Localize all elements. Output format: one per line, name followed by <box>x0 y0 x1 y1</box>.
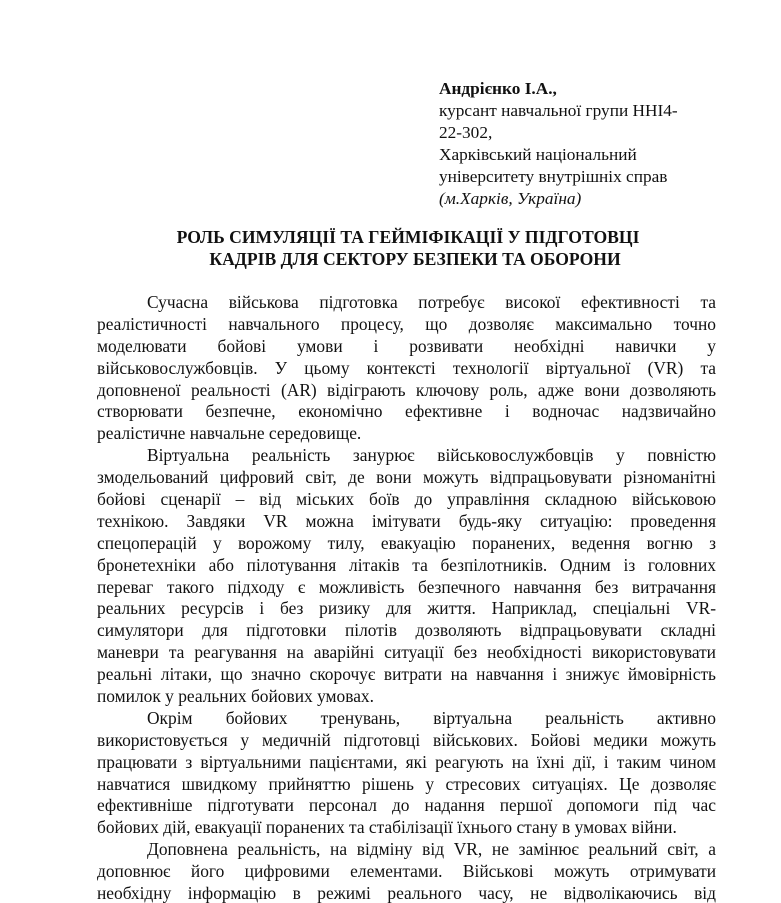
text-line: військовослужбовців. У цьому контексті технології віртуальної (VR) та <box>97 357 716 378</box>
text-line: Доповнена реальність, на відміну від VR, не замінює реальний світ, а <box>147 839 716 860</box>
text-line: переваг такого підходу є можливість безпечного навчання без витрачання <box>97 576 716 597</box>
text-line: спецоперацій у ворожому тилу, евакуацію поранених, ведення вогню з <box>97 532 716 553</box>
text-line: змодельований цифровий світ, де вони можуть відпрацьовувати різноманітні <box>97 467 716 488</box>
text-line: реалістичності навчального процесу, що дозволяє максимально точно <box>97 313 716 334</box>
text-line: помилок у реальних бойових умовах. <box>97 686 374 707</box>
text-line: реалістичне навчальне середовище. <box>97 423 362 444</box>
title-line-2: КАДРІВ ДЛЯ СЕКТОРУ БЕЗПЕКИ ТА ОБОРОНИ <box>209 249 621 269</box>
text-line: доповнює його цифровими елементами. Військові можуть отримувати <box>97 861 716 882</box>
text-line: ефективніше підготувати персонал до надання першої допомоги під час <box>97 795 716 816</box>
text-line: бойових дій, евакуації поранених та стабілізації їхнього стану в умовах війни. <box>97 817 677 838</box>
text-line: бронетехніки або пілотування літаків та безпілотників. Одним із головних <box>97 554 716 575</box>
text-line: Сучасна військова підготовка потребує високої ефективності та <box>147 292 716 312</box>
paragraph <box>97 708 716 839</box>
text-line: доповненої реальності (AR) відіграють ключову роль, адже вони дозволяють <box>97 379 716 400</box>
text-line: використовується у медичній підготовці військових. Бойові медики можуть <box>97 729 716 750</box>
author-affiliation-line: 22-302, <box>439 123 493 142</box>
text-line: необхідну інформацію в режимі реального часу, не відволікаючись від <box>97 883 716 903</box>
text-line: моделювати бойові умови і розвивати необхідні навички у <box>97 335 716 356</box>
paragraph <box>97 292 716 445</box>
text-line: реальних ресурсів і без ризику для життя. Наприклад, спеціальні VR- <box>97 598 716 619</box>
title-line-1: РОЛЬ СИМУЛЯЦІЇ ТА ГЕЙМІФІКАЦІЇ У ПІДГОТОВЦІ <box>176 227 640 247</box>
author-name: Андрієнко І.А., <box>439 79 557 98</box>
author-city: (м.Харків, Україна) <box>439 189 582 208</box>
body-text <box>97 292 716 903</box>
paper-title <box>98 226 718 270</box>
paragraph <box>97 445 716 708</box>
author-affiliation-line: курсант навчальної групи ННІ4- <box>439 101 678 120</box>
text-line: реальні літаки, що значно скорочує витрати на навчання і знижує ймовірність <box>97 664 716 685</box>
author-affiliation-line: університету внутрішніх справ <box>439 167 668 186</box>
text-line: маневри та реагування на аварійні ситуації без необхідності використовувати <box>97 642 716 663</box>
paragraph <box>97 839 716 903</box>
text-line: технікою. Завдяки VR можна імітувати будь-яку ситуацію: проведення <box>97 510 716 531</box>
text-line: бойові сценарії – від міських боїв до управління складною військовою <box>97 489 716 510</box>
text-line: навчатися швидкому прийняттю рішень у стресових ситуаціях. Це дозволяє <box>97 773 716 794</box>
text-line: працювати з віртуальними пацієнтами, які реагують на їхні дії, і таким чином <box>97 751 716 772</box>
author-affiliation-line: Харківський національний <box>439 145 637 164</box>
text-line: симулятори для підготовки пілотів дозволяють відпрацьовувати складні <box>97 620 716 641</box>
text-line: створювати безпечне, економічно ефективне і водночас надзвичайно <box>97 401 716 422</box>
text-line: Віртуальна реальність занурює військовослужбовців у повністю <box>147 445 716 466</box>
text-line: Окрім бойових тренувань, віртуальна реальність активно <box>147 707 716 728</box>
author-block <box>439 78 739 210</box>
